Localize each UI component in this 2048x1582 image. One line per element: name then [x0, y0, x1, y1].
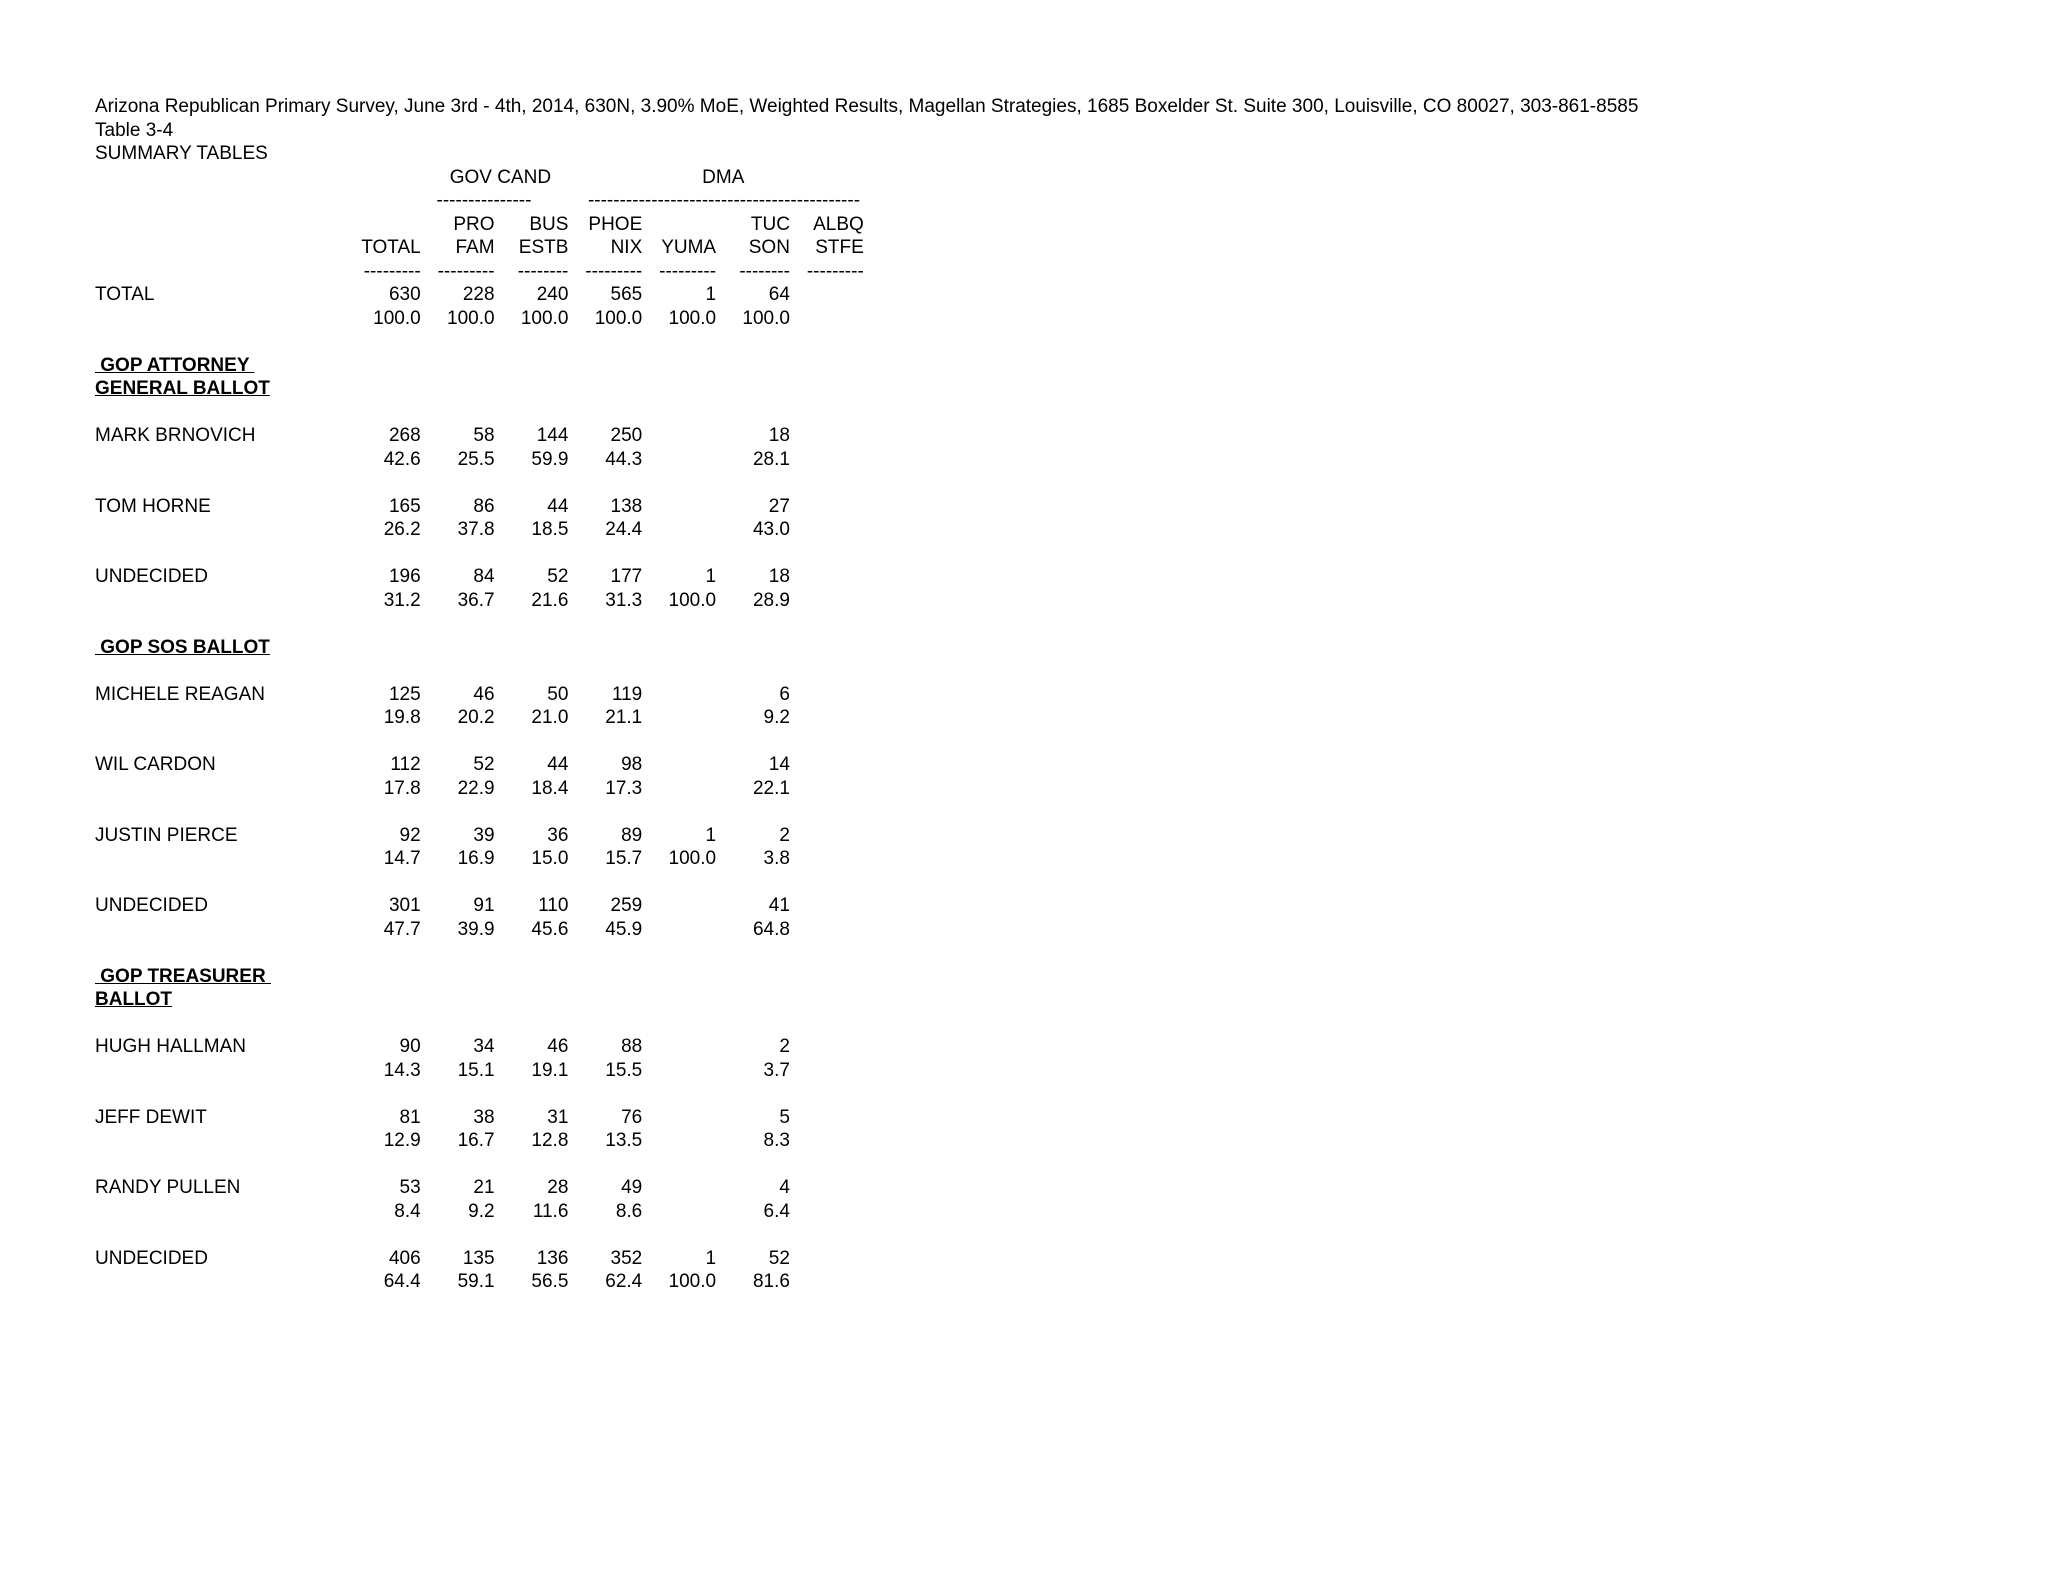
column-header-bus-estb-top: BUS	[529, 213, 569, 235]
tucson-percent: 28.1	[752, 448, 790, 470]
section-title-line	[95, 636, 1995, 660]
total-count: 90	[399, 1036, 421, 1057]
pro-fam-count: 21	[473, 1177, 495, 1198]
section-title: BALLOT	[95, 989, 173, 1010]
bus-estb-count: 46	[547, 1036, 569, 1057]
tucson-percent: 3.7	[763, 1059, 790, 1081]
tucson-count: 64	[768, 284, 790, 305]
total-percent: 8.4	[394, 1200, 421, 1222]
pro-fam-percent: 20.2	[457, 707, 495, 728]
total-percent: 14.7	[383, 848, 421, 869]
column-rule-bus-estb: --------	[517, 260, 569, 282]
column-header-albq-stfe-top: ALBQ	[813, 213, 864, 235]
total-count: 53	[399, 1177, 421, 1198]
section-title-line	[95, 354, 1995, 378]
phoenix-percent: 15.5	[605, 1059, 643, 1081]
total-percent: 17.8	[383, 777, 421, 799]
phoenix-percent: 31.3	[605, 589, 643, 611]
total-count: 406	[388, 1247, 421, 1269]
pro-fam-percent: 16.9	[457, 848, 495, 869]
column-header-row-2	[95, 236, 1995, 260]
bus-estb-count: 44	[547, 754, 569, 775]
bus-estb-count: 144	[536, 425, 569, 446]
data-row-label: JEFF DEWIT	[95, 1106, 207, 1128]
data-row-counts	[95, 894, 1995, 918]
column-header-pro-fam-bottom: FAM	[455, 237, 495, 258]
yuma-count: 1	[705, 1247, 717, 1269]
column-rule-pro-fam: ---------	[437, 260, 495, 282]
banner-dma: DMA	[702, 166, 745, 188]
column-header-yuma: YUMA	[661, 237, 717, 258]
column-header-tucson-bottom: SON	[748, 237, 790, 258]
yuma-percent: 100.0	[668, 848, 717, 869]
bus-estb-percent: 18.5	[531, 519, 569, 540]
yuma-count: 1	[705, 566, 717, 587]
section-title: GENERAL BALLOT	[95, 378, 270, 399]
bus-estb-count: 110	[538, 895, 569, 916]
total-count: 92	[399, 824, 421, 846]
data-row-percents	[95, 777, 1995, 801]
bus-estb-count: 136	[536, 1247, 569, 1269]
total-count: 196	[388, 566, 421, 587]
column-header-albq-stfe-bottom: STFE	[815, 237, 864, 258]
pro-fam-count: 38	[473, 1106, 495, 1128]
table-number: Table 3-4	[95, 119, 174, 141]
pro-fam-percent: 15.1	[457, 1059, 495, 1081]
data-row-percents	[95, 1200, 1995, 1224]
yuma-count: 1	[705, 284, 717, 305]
column-header-pro-fam-top: PRO	[453, 213, 495, 235]
tucson-count: 4	[779, 1177, 790, 1198]
data-row-percents	[95, 448, 1995, 472]
phoenix-percent: 8.6	[615, 1200, 643, 1222]
data-row-counts	[95, 683, 1995, 707]
blank-line	[95, 612, 1995, 636]
column-header-total: TOTAL	[361, 237, 421, 258]
banner-gov-cand-rule: ---------------	[436, 190, 532, 211]
phoenix-percent: 17.3	[605, 777, 643, 799]
data-row-counts	[95, 824, 1995, 848]
data-row-label: HUGH HALLMAN	[95, 1036, 246, 1057]
bus-estb-percent: 21.0	[531, 707, 569, 728]
tucson-percent: 3.8	[763, 848, 790, 869]
data-row-percents	[95, 589, 1995, 613]
section-title: GOP ATTORNEY	[95, 354, 255, 376]
phoenix-percent: 24.4	[605, 519, 643, 540]
phoenix-percent: 13.5	[605, 1130, 643, 1151]
banner-row	[95, 166, 1995, 190]
tucson-percent: 64.8	[752, 918, 790, 940]
bus-estb-percent: 45.6	[531, 918, 569, 940]
phoenix-count: 250	[610, 425, 643, 446]
total-row-percents	[95, 307, 1995, 331]
data-row-percents	[95, 847, 1995, 871]
tucson-count: 6	[779, 683, 790, 705]
bus-estb-percent: 100.0	[520, 307, 569, 329]
tucson-count: 18	[768, 566, 790, 587]
total-count: 112	[390, 754, 421, 775]
table-number-line	[95, 119, 1995, 143]
column-rule-yuma: ---------	[659, 260, 717, 282]
bus-estb-percent: 12.8	[531, 1130, 569, 1151]
yuma-percent: 100.0	[668, 589, 717, 611]
pro-fam-percent: 39.9	[457, 918, 495, 940]
pro-fam-percent: 37.8	[457, 519, 495, 540]
pro-fam-count: 58	[473, 425, 495, 446]
phoenix-percent: 44.3	[605, 448, 643, 470]
tucson-percent: 8.3	[763, 1130, 790, 1151]
banner-rule-row	[95, 189, 1995, 213]
section-title: GOP SOS BALLOT	[95, 636, 270, 658]
summary-table-document	[95, 95, 1995, 1317]
phoenix-percent: 100.0	[594, 307, 643, 329]
tucson-count: 52	[768, 1247, 790, 1269]
pro-fam-percent: 100.0	[447, 307, 495, 329]
table-subtitle-line	[95, 142, 1995, 166]
data-row-counts	[95, 1176, 1995, 1200]
bus-estb-percent: 18.4	[531, 777, 569, 799]
banner-gov-cand: GOV CAND	[449, 166, 552, 188]
pro-fam-count: 52	[473, 754, 495, 775]
phoenix-count: 352	[610, 1247, 643, 1269]
total-percent: 31.2	[383, 589, 421, 611]
pro-fam-percent: 22.9	[457, 777, 495, 799]
data-row-label: JUSTIN PIERCE	[95, 824, 238, 846]
data-row-counts	[95, 1035, 1995, 1059]
column-header-phoenix-bottom: NIX	[610, 237, 643, 258]
phoenix-count: 88	[621, 1036, 643, 1057]
bus-estb-percent: 21.6	[531, 589, 569, 611]
blank-line	[95, 401, 1995, 425]
bus-estb-count: 44	[547, 495, 569, 517]
total-percent: 14.3	[383, 1059, 421, 1081]
blank-line	[95, 1294, 1995, 1318]
total-count: 125	[388, 683, 421, 705]
phoenix-count: 76	[621, 1106, 643, 1128]
pro-fam-count: 135	[462, 1247, 495, 1269]
column-rule-row	[95, 260, 1995, 284]
tucson-percent: 100.0	[742, 307, 790, 329]
total-percent: 100.0	[373, 307, 421, 329]
data-row-counts	[95, 495, 1995, 519]
bus-estb-count: 52	[547, 566, 569, 587]
data-row-label: RANDY PULLEN	[95, 1177, 241, 1198]
data-row-percents	[95, 1059, 1995, 1083]
total-percent: 12.9	[383, 1130, 421, 1151]
tucson-count: 14	[768, 754, 790, 775]
survey-header-line	[95, 95, 1995, 119]
tucson-percent: 6.4	[763, 1200, 790, 1222]
pro-fam-count: 39	[473, 824, 495, 846]
total-count: 268	[388, 425, 421, 446]
data-row-label: UNDECIDED	[95, 895, 208, 916]
column-rule-total: ---------	[363, 260, 421, 282]
table-subtitle: SUMMARY TABLES	[95, 143, 268, 164]
data-row-counts	[95, 565, 1995, 589]
blank-line	[95, 471, 1995, 495]
phoenix-percent: 45.9	[605, 918, 643, 940]
tucson-count: 18	[768, 425, 790, 446]
phoenix-count: 89	[621, 824, 643, 846]
blank-line	[95, 330, 1995, 354]
total-percent: 42.6	[383, 448, 421, 470]
blank-line	[95, 941, 1995, 965]
tucson-count: 2	[779, 824, 790, 846]
data-row-percents	[95, 1270, 1995, 1294]
tucson-percent: 9.2	[763, 707, 790, 728]
data-row-label: TOM HORNE	[95, 495, 211, 517]
blank-line	[95, 1082, 1995, 1106]
pro-fam-count: 46	[473, 683, 495, 705]
section-title-line	[95, 988, 1995, 1012]
phoenix-percent: 62.4	[605, 1271, 643, 1292]
bus-estb-percent: 19.1	[531, 1059, 569, 1081]
yuma-count: 1	[705, 824, 717, 846]
pro-fam-percent: 25.5	[457, 448, 495, 470]
section-title-line	[95, 377, 1995, 401]
bus-estb-count: 31	[547, 1106, 569, 1128]
pro-fam-count: 86	[473, 495, 495, 517]
column-header-bus-estb-bottom: ESTB	[518, 237, 569, 258]
phoenix-count: 138	[610, 495, 643, 517]
pro-fam-percent: 16.7	[457, 1130, 495, 1151]
phoenix-percent: 21.1	[605, 707, 643, 728]
bus-estb-count: 50	[547, 683, 569, 705]
table-body	[95, 283, 1995, 1317]
data-row-label: MICHELE REAGAN	[95, 683, 265, 705]
tucson-percent: 28.9	[752, 589, 790, 611]
tucson-count: 27	[768, 495, 790, 517]
bus-estb-percent: 56.5	[531, 1271, 569, 1292]
blank-line	[95, 871, 1995, 895]
data-row-percents	[95, 1129, 1995, 1153]
total-count: 81	[399, 1106, 421, 1128]
yuma-percent: 100.0	[668, 307, 717, 329]
tucson-count: 5	[779, 1106, 790, 1128]
pro-fam-count: 91	[473, 895, 495, 916]
total-percent: 19.8	[383, 707, 421, 728]
yuma-percent: 100.0	[668, 1271, 717, 1292]
tucson-percent: 43.0	[752, 519, 790, 540]
phoenix-count: 177	[610, 566, 643, 587]
data-row-label: UNDECIDED	[95, 566, 208, 587]
pro-fam-count: 34	[473, 1036, 495, 1057]
tucson-percent: 81.6	[752, 1271, 790, 1292]
column-rule-phoenix: ---------	[585, 260, 643, 282]
blank-line	[95, 1012, 1995, 1036]
data-row-label: WIL CARDON	[95, 754, 216, 775]
phoenix-count: 49	[621, 1177, 643, 1198]
data-row-percents	[95, 518, 1995, 542]
column-rule-tucson: --------	[739, 260, 790, 282]
pro-fam-count: 84	[473, 566, 495, 587]
tucson-count: 41	[768, 895, 790, 916]
column-rule-albq-stfe: ---------	[806, 260, 864, 282]
pro-fam-count: 228	[462, 284, 495, 305]
survey-title: Arizona Republican Primary Survey, June 3rd - 4th, 2014, 630N, 3.90% MoE, Weighted Results, Magellan Strategies, 1685 Boxelder St. Suite 300, Louisville, CO 80027, 303-861-8585	[95, 96, 1639, 117]
total-count: 630	[388, 284, 421, 305]
tucson-percent: 22.1	[752, 777, 790, 799]
bus-estb-count: 28	[547, 1177, 569, 1198]
data-row-counts	[95, 1106, 1995, 1130]
phoenix-count: 259	[610, 895, 643, 916]
section-title: GOP TREASURER	[95, 965, 271, 987]
tucson-count: 2	[779, 1036, 790, 1057]
data-row-counts	[95, 1247, 1995, 1271]
total-percent: 47.7	[383, 918, 421, 940]
blank-line	[95, 800, 1995, 824]
total-row-counts	[95, 283, 1995, 307]
pro-fam-percent: 9.2	[468, 1200, 495, 1222]
bus-estb-percent: 15.0	[531, 848, 569, 869]
total-count: 301	[388, 895, 421, 916]
blank-line	[95, 542, 1995, 566]
pro-fam-percent: 36.7	[457, 589, 495, 611]
total-percent: 26.2	[383, 519, 421, 540]
blank-line	[95, 1153, 1995, 1177]
data-row-label: UNDECIDED	[95, 1247, 208, 1269]
column-header-tucson-top: TUC	[750, 213, 790, 235]
column-header-row-1	[95, 213, 1995, 237]
section-title-line	[95, 965, 1995, 989]
total-count: 165	[388, 495, 421, 517]
total-percent: 64.4	[383, 1271, 421, 1292]
bus-estb-count: 36	[547, 824, 569, 846]
data-row-counts	[95, 424, 1995, 448]
bus-estb-percent: 59.9	[531, 448, 569, 470]
phoenix-count: 565	[610, 284, 643, 305]
pro-fam-percent: 59.1	[457, 1271, 495, 1292]
data-row-percents	[95, 918, 1995, 942]
banner-dma-rule: -------------------------------------------	[587, 190, 861, 211]
data-row-counts	[95, 753, 1995, 777]
phoenix-count: 119	[611, 683, 643, 705]
blank-line	[95, 1223, 1995, 1247]
column-header-phoenix-top: PHOE	[588, 213, 643, 235]
data-row-label: MARK BRNOVICH	[95, 425, 256, 446]
bus-estb-count: 240	[536, 284, 569, 305]
phoenix-count: 98	[621, 754, 643, 775]
blank-line	[95, 659, 1995, 683]
blank-line	[95, 730, 1995, 754]
data-row-percents	[95, 706, 1995, 730]
total-row-label: TOTAL	[95, 284, 155, 305]
bus-estb-percent: 11.6	[532, 1200, 569, 1222]
phoenix-percent: 15.7	[605, 848, 643, 869]
